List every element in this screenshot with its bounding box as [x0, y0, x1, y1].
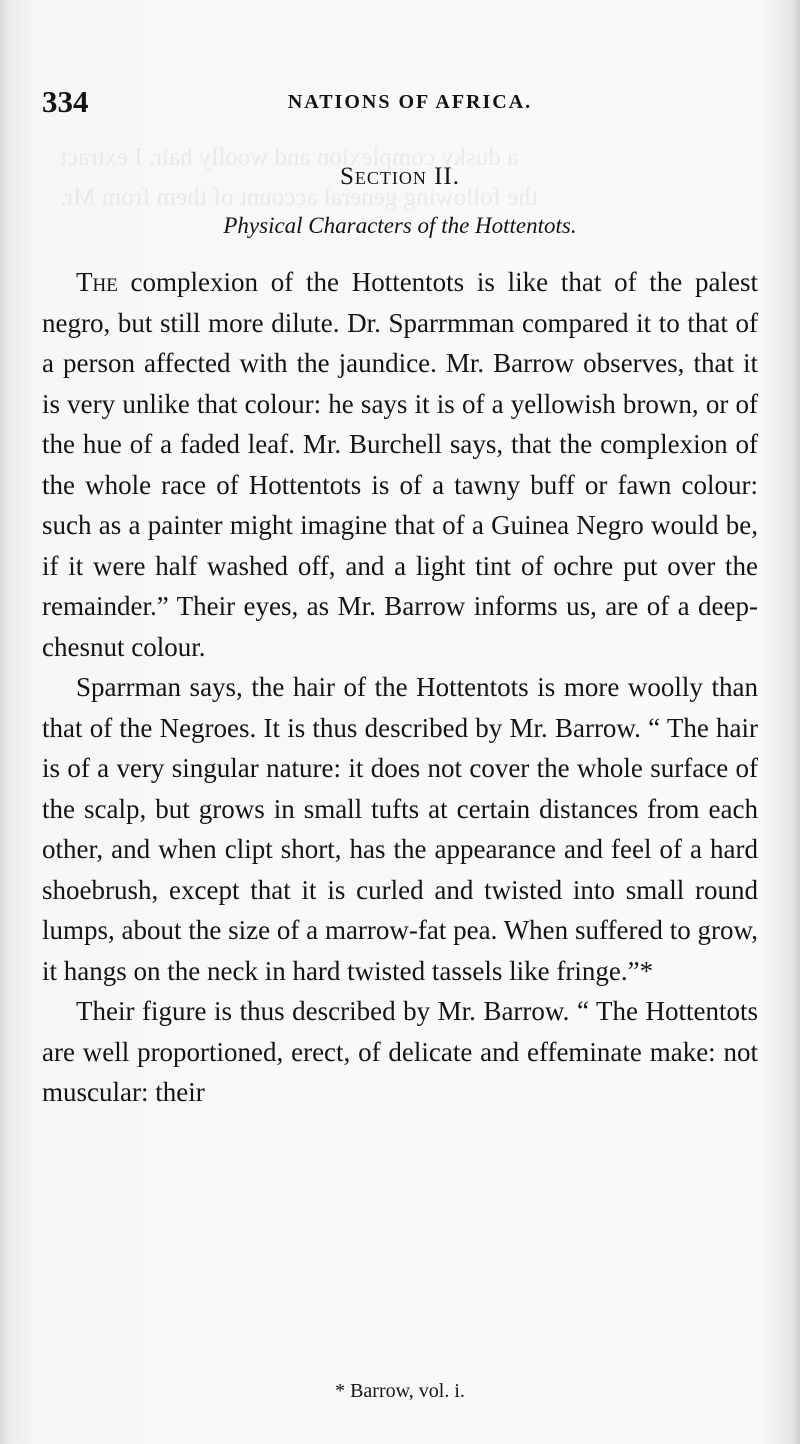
section-subtitle: Physical Characters of the Hottentots. — [223, 213, 577, 238]
show-through-text: the following general account of them from Mr. — [60, 184, 538, 211]
running-head: NATIONS OF AFRICA. — [287, 91, 533, 113]
body-text — [42, 262, 758, 1113]
paragraph: Their figure is thus described by Mr. Barrow. “ The Hottentots are well proportioned, erect, of delicate and effeminate make: not muscular: their — [42, 996, 758, 1107]
paragraph-text: complexion of the Hottentots is like that of the palest negro, but still more dilute. Dr. Sparrmman compared it to that of a person affected with the jaundice. Mr. Barrow observes, that it is very unlike that colour: he says it is of a yellowish brown, or of the hue of a faded leaf. Mr. Burchell says, that the complexion of the whole race of Hottentots is of a tawny buff or fawn colour: such as a painter might imagine that of a Guinea Negro would be, if it were half washed off, and a light tint of ochre put over the remainder.” Their eyes, as Mr. Barrow informs us, are of a deep-chesnut colour. — [42, 267, 758, 662]
paragraph-lead-word: The — [76, 267, 118, 297]
page-header — [42, 82, 758, 122]
show-through-text: a dusky complexion and woolly hair. I extract — [60, 144, 519, 171]
paragraph — [42, 262, 758, 667]
section-title: Section II. — [339, 163, 461, 190]
footnote: * Barrow, vol. i. — [335, 1380, 465, 1402]
page-number: 334 — [42, 84, 89, 119]
paragraph: Sparrman says, the hair of the Hottentots is more woolly than that of the Negroes. It is thus described by Mr. Barrow. “ The hair is of a very singular nature: it does not cover the whole surface of the scalp, but grows in small tufts at certain distances from each other, and when clipt short, has the appearance and feel of a hard shoebrush, except that it is curled and twisted into small round lumps, about the size of a marrow-fat pea. When suffered to grow, it hangs on the neck in hard twisted tassels like fringe.”* — [42, 672, 758, 986]
